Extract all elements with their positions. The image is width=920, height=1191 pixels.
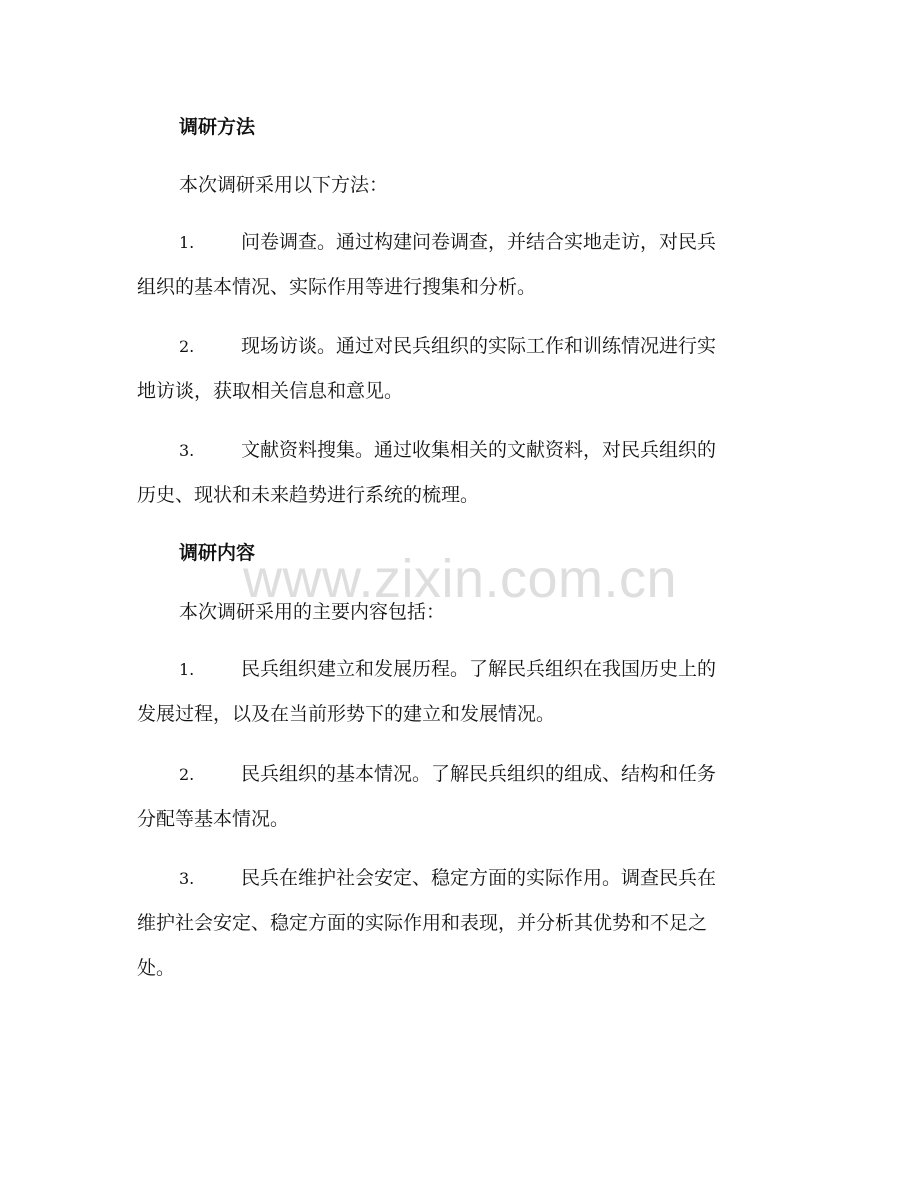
list-item-text: 发展过程，以及在当前形势下的建立和发展情况。 (137, 703, 556, 725)
list-item (137, 647, 777, 737)
list-number: 2. (179, 765, 195, 784)
list-item-text: 地访谈，获取相关信息和意见。 (137, 380, 404, 402)
list-number: 1. (179, 233, 195, 252)
list-item-text: 处。 (137, 957, 176, 979)
list-item-text: 民兵组织建立和发展历程。了解民兵组织在我国历史上的 (241, 658, 717, 680)
list-item-text: 民兵组织的基本情况。了解民兵组织的组成、结构和任务 (241, 763, 717, 785)
list-item (137, 752, 777, 842)
list-item (137, 220, 777, 310)
list-item (137, 856, 777, 991)
list-item-text: 分配等基本情况。 (137, 808, 290, 830)
list-item-text: 问卷调查。通过构建问卷调查，并结合实地走访，对民兵 (241, 231, 717, 253)
list-item-text: 文献资料搜集。通过收集相关的文献资料，对民兵组织的 (241, 439, 717, 461)
list-item (137, 428, 777, 518)
watermark: www.zixin.com.cn (242, 549, 678, 609)
list-item-text: 现场访谈。通过对民兵组织的实际工作和训练情况进行实 (241, 335, 717, 357)
list-number: 1. (179, 660, 195, 679)
list-item-text: 民兵在维护社会安定、稳定方面的实际作用。调查民兵在 (241, 867, 717, 889)
list-item-text: 维护社会安定、稳定方面的实际作用和表现，并分析其优势和不足之 (137, 912, 708, 934)
list-number: 3. (179, 441, 195, 460)
list-item (137, 324, 777, 414)
section-heading-content: 调研内容 (179, 542, 256, 564)
section-heading-methods: 调研方法 (179, 116, 256, 138)
section-intro-methods: 本次调研采用以下方法： (179, 174, 389, 196)
list-number: 3. (179, 869, 195, 888)
list-item-text: 历史、现状和未来趋势进行系统的梳理。 (137, 484, 480, 506)
list-number: 2. (179, 337, 195, 356)
list-item-text: 组织的基本情况、实际作用等进行搜集和分析。 (137, 276, 537, 298)
section-intro-content: 本次调研采用的主要内容包括： (179, 601, 446, 623)
